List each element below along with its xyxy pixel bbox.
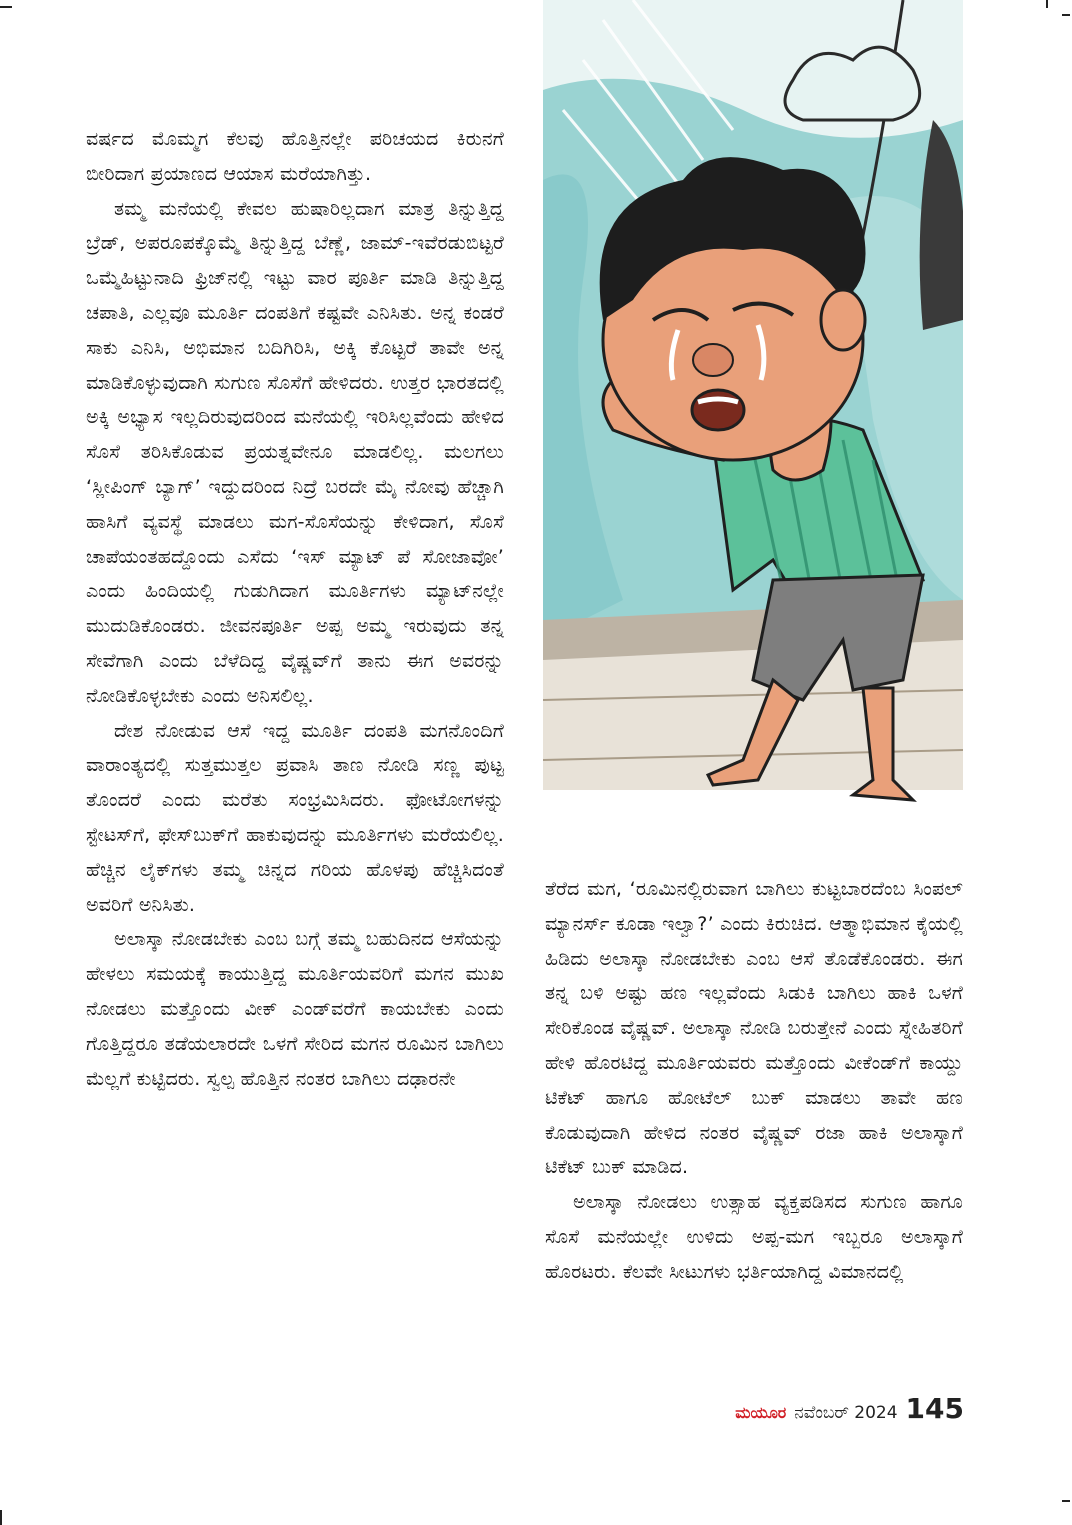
paragraph: ವರ್ಷದ ಮೊಮ್ಮಗ ಕೆಲವು ಹೊತ್ತಿನಲ್ಲೇ ಪರಿಚಯದ ಕಿರುನಗೆ ಬೀರಿದಾಗ ಪ್ರಯಾಣದ ಆಯಾಸ ಮರೆಯಾಗಿತ್ತು. [86, 128, 504, 185]
page-number: 145 [905, 1392, 964, 1425]
issue-date: ನವೆಂಬರ್ 2024 [794, 1403, 898, 1423]
right-text-column [545, 872, 963, 1290]
paragraph: ಅಲಾಸ್ಕಾ ನೋಡಲು ಉತ್ಸಾಹ ವ್ಯಕ್ತಪಡಿಸದ ಸುಗುಣ ಹಾಗೂ ಸೊಸೆ ಮನೆಯಲ್ಲೇ ಉಳಿದು ಅಪ್ಪ-ಮಗ ಇಬ್ಬರೂ ಅಲಾಸ್ಕಾಗೆ ಹೊರಟರು. ಕೆಲವೇ ಸೀಟುಗಳು ಭರ್ತಿಯಾಗಿದ್ದ ವಿಮಾನದಲ್ಲಿ [545, 1191, 963, 1283]
crop-mark-right [1062, 14, 1070, 16]
paragraph: ತೆರೆದ ಮಗ, ‘ರೂಮಿನಲ್ಲಿರುವಾಗ ಬಾಗಿಲು ಕುಟ್ಟಬಾರದೆಂಬ ಸಿಂಪಲ್ ಮ್ಯಾನರ್ಸ್ ಕೂಡಾ ಇಲ್ವಾ?’ ಎಂದು ಕಿರುಚಿದ. ಆತ್ಮಾಭಿಮಾನ ಕೈಯಲ್ಲಿ ಹಿಡಿದು ಅಲಾಸ್ಕಾ ನೋಡಬೇಕು ಎಂಬ ಆಸೆ ತೊಡೆಕೊಂಡರು. ಈಗ ತನ್ನ ಬಳಿ ಅಷ್ಟು ಹಣ ಇಲ್ಲವೆಂದು ಸಿಡುಕಿ ಬಾಗಿಲು ಹಾಕಿ ಒಳಗೆ ಸೇರಿಕೊಂಡ ವೈಷ್ಣವ್. ಅಲಾಸ್ಕಾ ನೋಡಿ ಬರುತ್ತೇನೆ ಎಂದು ಸ್ನೇಹಿತರಿಗೆ ಹೇಳಿ ಹೊರಟಿದ್ದ ಮೂರ್ತಿಯವರು ಮತ್ತೊಂದು ವೀಕೆಂಡ್‌ಗೆ ಕಾಯ್ದು ಟಿಕೆಟ್ ಹಾಗೂ ಹೋಟೆಲ್ ಬುಕ್ ಮಾಡಲು ತಾವೇ ಹಣ ಕೊಡುವುದಾಗಿ ಹೇಳಿದ ನಂತರ ವೈಷ್ಣವ್ ರಜಾ ಹಾಕಿ ಅಲಾಸ್ಕಾಗೆ ಟಿಕೆಟ್ ಬುಕ್ ಮಾಡಿದ. [545, 878, 963, 1179]
paragraph: ತಮ್ಮ ಮನೆಯಲ್ಲಿ ಕೇವಲ ಹುಷಾರಿಲ್ಲದಾಗ ಮಾತ್ರ ತಿನ್ನುತ್ತಿದ್ದ ಬ್ರೆಡ್, ಅಪರೂಪಕ್ಕೊಮ್ಮೆ ತಿನ್ನುತ್ತಿದ್ದ ಬೆಣ್ಣೆ, ಜಾಮ್-ಇವೆರಡುಬಿಟ್ಟರೆ ಒಮ್ಮೆಹಿಟ್ಟುನಾದಿ ಫ್ರಿಜ್‌ನಲ್ಲಿ ಇಟ್ಟು ವಾರ ಪೂರ್ತಿ ಮಾಡಿ ತಿನ್ನುತ್ತಿದ್ದ ಚಪಾತಿ, ಎಲ್ಲವೂ ಮೂರ್ತಿ ದಂಪತಿಗೆ ಕಷ್ಟವೇ ಎನಿಸಿತು. ಅನ್ನ ಕಂಡರೆ ಸಾಕು ಎನಿಸಿ, ಅಭಿಮಾನ ಬದಿಗಿರಿಸಿ, ಅಕ್ಕಿ ಕೊಟ್ಟರೆ ತಾವೇ ಅನ್ನ ಮಾಡಿಕೊಳ್ಳುವುದಾಗಿ ಸುಗುಣ ಸೊಸೆಗೆ ಹೇಳಿದರು. ಉತ್ತರ ಭಾರತದಲ್ಲಿ ಅಕ್ಕಿ ಅಭ್ಯಾಸ ಇಲ್ಲದಿರುವುದರಿಂದ ಮನೆಯಲ್ಲಿ ಇರಿಸಿಲ್ಲವೆಂದು ಹೇಳಿದ ಸೊಸೆ ತರಿಸಿಕೊಡುವ ಪ್ರಯತ್ನವೇನೂ ಮಾಡಲಿಲ್ಲ. ಮಲಗಲು ‘ಸ್ಲೀಪಿಂಗ್ ಬ್ಯಾಗ್’ ಇದ್ದುದರಿಂದ ನಿದ್ರೆ ಬರದೇ ಮೈ ನೋವು ಹೆಚ್ಚಾಗಿ ಹಾಸಿಗೆ ವ್ಯವಸ್ಥೆ ಮಾಡಲು ಮಗ-ಸೊಸೆಯನ್ನು ಕೇಳಿದಾಗ, ಸೊಸೆ ಚಾಪೆಯಂತಹದ್ದೊಂದು ಎಸೆದು ‘ಇಸ್ ಮ್ಯಾಟ್ ಪೆ ಸೋಜಾವೋ’ ಎಂದು ಹಿಂದಿಯಲ್ಲಿ ಗುಡುಗಿದಾಗ ಮೂರ್ತಿಗಳು ಮ್ಯಾಟ್‌ನಲ್ಲೇ ಮುದುಡಿಕೊಂಡರು. ಜೀವನಪೂರ್ತಿ ಅಪ್ಪ ಅಮ್ಮ ಇರುವುದು ತನ್ನ ಸೇವೆಗಾಗಿ ಎಂದು ಬೆಳೆದಿದ್ದ ವೈಷ್ಣವ್‌ಗೆ ತಾನು ಈಗ ಅವರನ್ನು ನೋಡಿಕೊಳ್ಳಬೇಕು ಎಂದು ಅನಿಸಲಿಲ್ಲ. [86, 197, 504, 707]
crop-mark-top-left [0, 6, 12, 8]
crop-mark-bottom-left [0, 1510, 2, 1525]
paragraph: ಅಲಾಸ್ಕಾ ನೋಡಬೇಕು ಎಂಬ ಬಗ್ಗೆ ತಮ್ಮ ಬಹುದಿನದ ಆಸೆಯನ್ನು ಹೇಳಲು ಸಮಯಕ್ಕೆ ಕಾಯುತ್ತಿದ್ದ ಮೂರ್ತಿಯವರಿಗೆ ಮಗನ ಮುಖ ನೋಡಲು ಮತ್ತೊಂದು ವೀಕ್ ಎಂಡ್‌ವರೆಗೆ ಕಾಯಬೇಕು ಎಂದು ಗೊತ್ತಿದ್ದರೂ ತಡೆಯಲಾರದೇ ಒಳಗೆ ಸೇರಿದ ಮಗನ ರೂಮಿನ ಬಾಗಿಲು ಮೆಲ್ಲಗೆ ಕುಟ್ಟಿದರು. ಸ್ವಲ್ಪ ಹೊತ್ತಿನ ನಂತರ ಬಾಗಿಲು ದಢಾರನೇ [86, 928, 504, 1090]
left-text-column [86, 122, 504, 1096]
page-footer [708, 1392, 964, 1428]
paragraph: ದೇಶ ನೋಡುವ ಆಸೆ ಇದ್ದ ಮೂರ್ತಿ ದಂಪತಿ ಮಗನೊಂದಿಗೆ ವಾರಾಂತ್ಯದಲ್ಲಿ ಸುತ್ತಮುತ್ತಲ ಪ್ರವಾಸಿ ತಾಣ ನೋಡಿ ಸಣ್ಣ ಪುಟ್ಟ ತೊಂದರೆ ಎಂದು ಮರೆತು ಸಂಭ್ರಮಿಸಿದರು. ಫೋಟೋಗಳನ್ನು ಸ್ಟೇಟಸ್‌ಗೆ, ಫೇಸ್‌ಬುಕ್‌ಗೆ ಹಾಕುವುದನ್ನು ಮೂರ್ತಿಗಳು ಮರೆಯಲಿಲ್ಲ. ಹೆಚ್ಚಿನ ಲೈಕ್‌ಗಳು ತಮ್ಮ ಚಿನ್ನದ ಗರಿಯ ಹೊಳಪು ಹೆಚ್ಚಿಸಿದಂತೆ ಅವರಿಗೆ ಅನಿಸಿತು. [86, 719, 504, 916]
crop-mark-bottom-right [1062, 1500, 1070, 1502]
magazine-brand-logo: ಮಯೂರ [735, 1403, 787, 1422]
story-illustration [543, 0, 963, 826]
crop-mark-top-right [1046, 0, 1048, 8]
crying-boy-illustration [543, 0, 963, 826]
